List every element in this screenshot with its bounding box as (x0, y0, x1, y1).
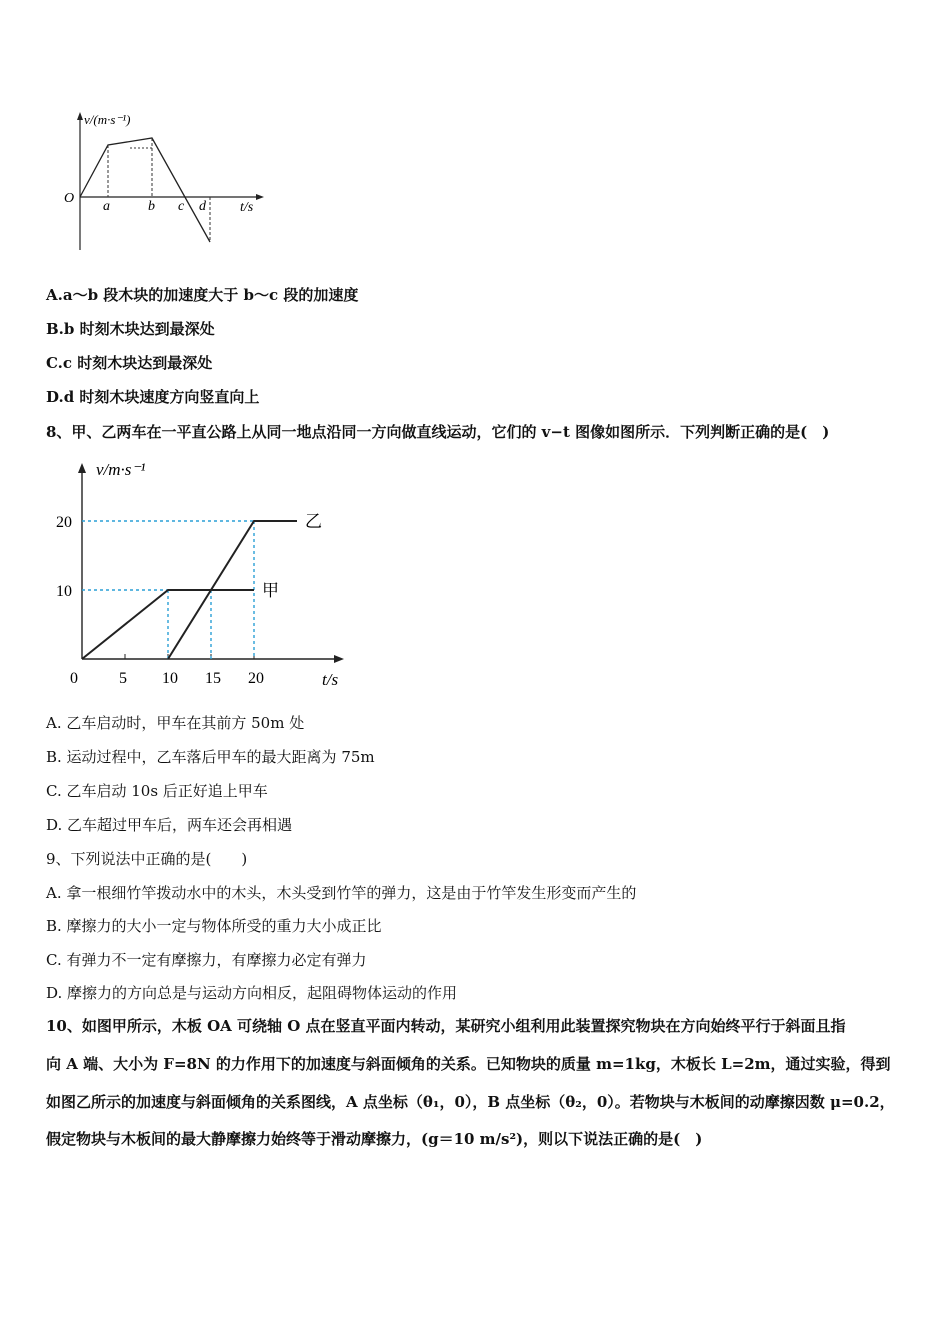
q7-option-c: C.c 时刻木块达到最深处 (46, 354, 213, 372)
q9-stem: 9、下列说法中正确的是( ) (46, 850, 248, 868)
figure-1-vt-graph (60, 110, 270, 255)
tick-a: a (103, 199, 110, 214)
q8-option-b: B. 运动过程中，乙车落后甲车的最大距离为 75m (46, 748, 375, 766)
q8-vt-chart (50, 455, 370, 695)
tick-c: c (178, 199, 185, 214)
x-tick-label-15: 15 (205, 670, 221, 687)
q8-option-a: A. 乙车启动时，甲车在其前方 50m 处 (46, 714, 305, 732)
q8-option-c: C. 乙车启动 10s 后正好追上甲车 (46, 782, 268, 800)
y-axis-arrow (77, 112, 83, 120)
x-tick-label-10: 10 (162, 670, 178, 687)
origin-label: O (64, 191, 75, 206)
tick-d: d (199, 199, 206, 214)
series-line-0 (82, 590, 254, 659)
series-label-0: 甲 (262, 581, 279, 600)
q10-line-3: 如图乙所示的加速度与斜面倾角的关系图线，A 点坐标（θ₁，0），B 点坐标（θ₂，0）。若物块与木板间的动摩擦因数 μ=0.2， (46, 1093, 895, 1111)
q7-option-d: D.d 时刻木块速度方向竖直向上 (46, 388, 260, 406)
y-tick-label-20: 20 (56, 514, 72, 531)
x-tick-label-5: 5 (119, 670, 127, 687)
q10-line-1: 10、如图甲所示，木板 OA 可绕轴 O 点在竖直平面内转动，某研究小组利用此装置探究物块在方向始终平行于斜面且指 (46, 1017, 846, 1035)
q9-option-b: B. 摩擦力的大小一定与物体所受的重力大小成正比 (46, 917, 382, 935)
q9-option-d: D. 摩擦力的方向总是与运动方向相反，起阻碍物体运动的作用 (46, 984, 458, 1002)
q7-option-a: A.a～b 段木块的加速度大于 b～c 段的加速度 (46, 286, 359, 304)
y-tick-label-10: 10 (56, 583, 72, 600)
y-axis-label: v/(m·s⁻¹) (84, 112, 131, 127)
q7-option-b: B.b 时刻木块达到最深处 (46, 320, 215, 338)
q10-line-4: 假定物块与木板间的最大静摩擦力始终等于滑动摩擦力，(g＝10 m/s²)，则以下说法正确的是( ) (46, 1130, 703, 1148)
chart-y-arrow (78, 463, 86, 473)
chart-x-label: t/s (322, 670, 339, 689)
q10-line-2: 向 A 端、大小为 F=8N 的力作用下的加速度与斜面倾角的关系。已知物块的质量 m=1kg，木板长 L=2m，通过实验，得到 (46, 1055, 891, 1073)
x-tick-label-0: 0 (70, 670, 78, 687)
q9-option-c: C. 有弹力不一定有摩擦力，有摩擦力必定有弹力 (46, 951, 367, 969)
q8-option-d: D. 乙车超过甲车后，两车还会再相遇 (46, 816, 293, 834)
q9-option-a: A. 拿一根细竹竿拨动水中的木头，木头受到竹竿的弹力，这是由于竹竿发生形变而产生的 (46, 884, 637, 902)
q8-stem: 8、甲、乙两车在一平直公路上从同一地点沿同一方向做直线运动，它们的 v−t 图像如图所示．下列判断正确的是( ) (46, 423, 830, 441)
chart-y-label: v/m·s⁻¹ (96, 460, 146, 479)
x-axis-arrow (256, 194, 264, 200)
series-label-1: 乙 (305, 512, 322, 531)
x-tick-label-20: 20 (248, 670, 264, 687)
tick-b: b (148, 199, 155, 214)
x-axis-label: t/s (240, 200, 254, 215)
chart-x-arrow (334, 655, 344, 663)
velocity-curve (80, 138, 210, 242)
